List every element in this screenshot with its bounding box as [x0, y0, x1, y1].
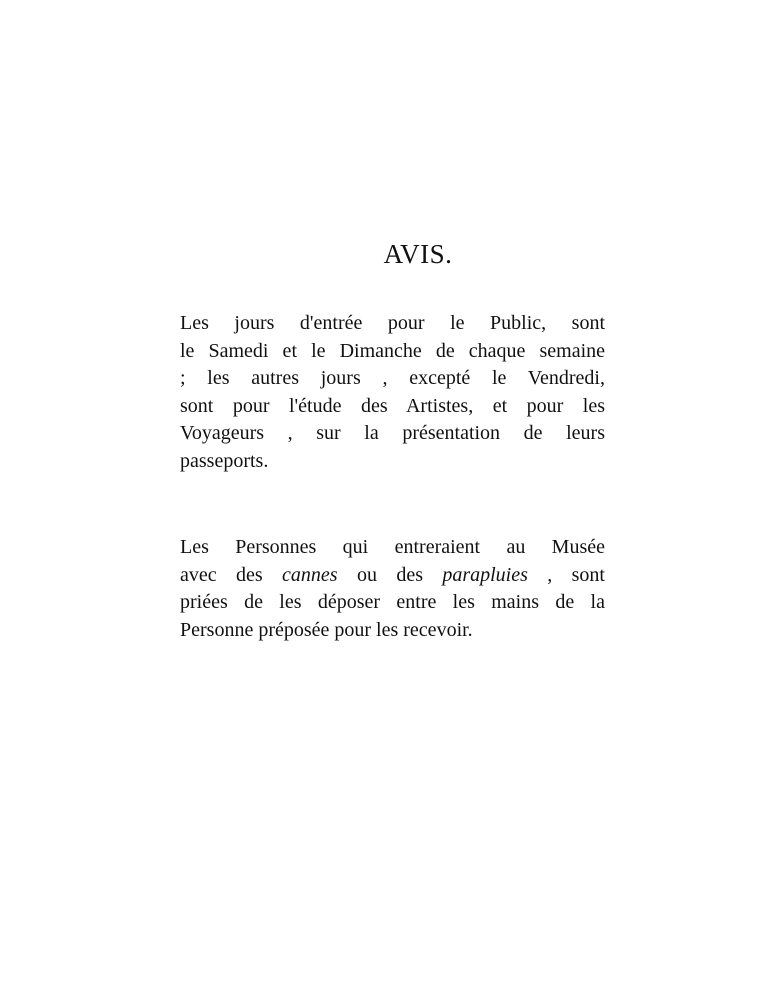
- italic-word-cannes: cannes: [282, 563, 338, 586]
- paragraph-line: Les jours d'entrée pour le Public, sont: [180, 312, 605, 334]
- paragraph-line: [180, 562, 605, 590]
- paragraph-line: Personne préposée pour les recevoir.: [180, 618, 473, 641]
- notice-title: AVIS.: [383, 239, 453, 269]
- paragraph-line: passeports.: [180, 449, 269, 472]
- paragraph-line: le Samedi et le Dimanche de chaque semaine: [180, 339, 605, 362]
- paragraph-line: priées de les déposer entre les mains de la: [180, 591, 605, 613]
- text-fragment: , sont: [527, 563, 605, 586]
- text-fragment: ou des: [337, 563, 443, 586]
- paragraph-canes-umbrellas: [180, 534, 605, 644]
- italic-word-parapluies: parapluies: [442, 563, 528, 586]
- text-fragment: avec des: [180, 563, 283, 586]
- paragraph-line: ; les autres jours , excepté le Vendredi,: [180, 367, 605, 389]
- paragraph-line: sont pour l'étude des Artistes, et pour les: [180, 394, 605, 417]
- paragraph-line: Les Personnes qui entreraient au Musée: [180, 536, 605, 558]
- paragraph-opening-days: [180, 310, 605, 475]
- paragraph-line: Voyageurs , sur la présentation de leurs: [180, 422, 605, 444]
